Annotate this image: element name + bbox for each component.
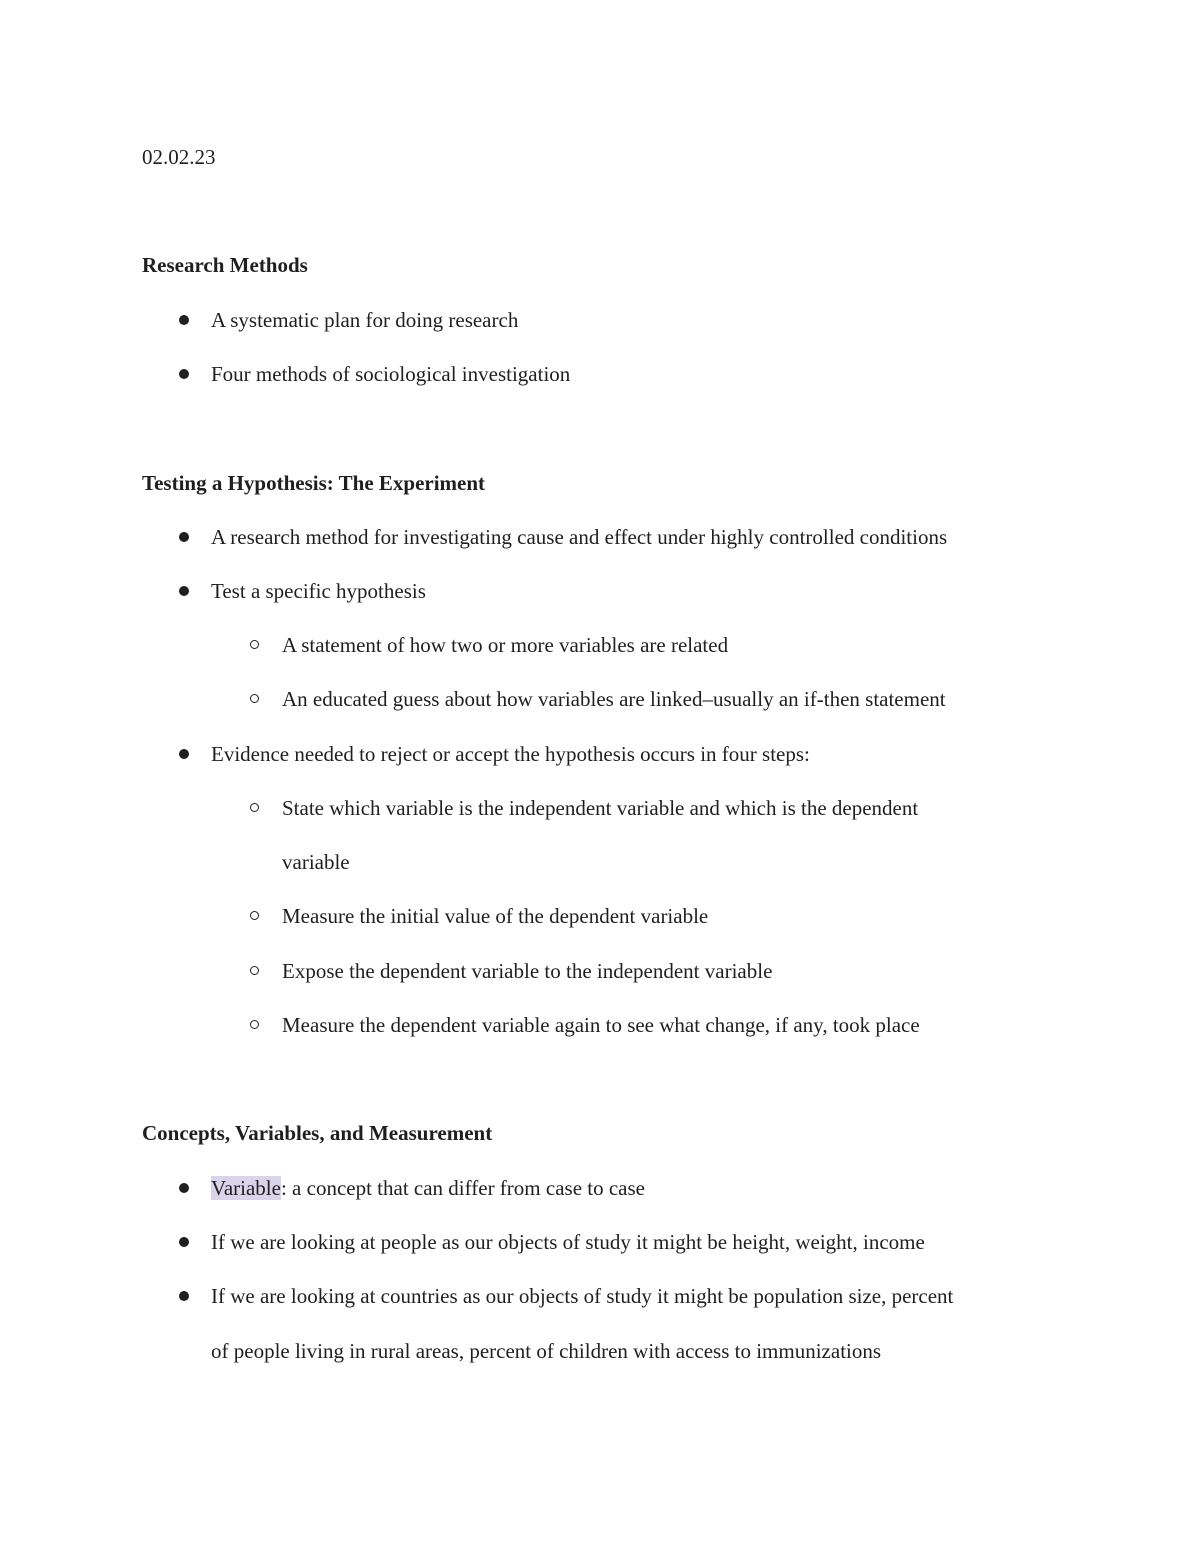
bullet-dot-icon (179, 1291, 189, 1301)
sub-bullet-circle-icon (250, 694, 259, 703)
list-item: Test a specific hypothesis (211, 579, 426, 603)
sub-list-item: A statement of how two or more variables are related (282, 633, 729, 657)
bullet-dot-icon (179, 1237, 189, 1247)
sub-bullet-circle-icon (250, 803, 259, 812)
list-item: If we are looking at people as our objects of study it might be height, weight, income (211, 1230, 925, 1254)
list-item: Evidence needed to reject or accept the hypothesis occurs in four steps: (211, 742, 810, 766)
sub-list-item: An educated guess about how variables are linked–usually an if-then statement (282, 687, 946, 711)
highlighted-term: Variable (211, 1176, 281, 1200)
bullet-dot-icon (179, 586, 189, 596)
sub-bullet-circle-icon (250, 966, 259, 975)
document-date: 02.02.23 (142, 145, 216, 169)
heading-testing-hypothesis: Testing a Hypothesis: The Experiment (142, 471, 486, 495)
sub-list-item-continuation: variable (282, 850, 350, 874)
list-item: A systematic plan for doing research (211, 308, 519, 332)
definition-text: : a concept that can differ from case to case (280, 1176, 645, 1200)
heading-concepts-variables: Concepts, Variables, and Measurement (142, 1121, 493, 1145)
sub-list-item: Measure the dependent variable again to see what change, if any, took place (282, 1013, 920, 1037)
bullet-dot-icon (179, 532, 189, 542)
list-item: A research method for investigating cause and effect under highly controlled conditions (211, 525, 948, 549)
bullet-dot-icon (179, 1183, 189, 1193)
sub-bullet-circle-icon (250, 911, 259, 920)
bullet-dot-icon (179, 749, 189, 759)
sub-list-item: Measure the initial value of the dependent variable (282, 904, 709, 928)
sub-list-item: State which variable is the independent variable and which is the dependent (282, 796, 919, 820)
bullet-dot-icon (179, 315, 189, 325)
list-item: If we are looking at countries as our objects of study it might be population size, percent (211, 1284, 954, 1308)
list-item-continuation: of people living in rural areas, percent of children with access to immunizations (211, 1339, 882, 1363)
list-item: Four methods of sociological investigation (211, 362, 571, 386)
sub-bullet-circle-icon (250, 1020, 259, 1029)
sub-bullet-circle-icon (250, 640, 259, 649)
heading-research-methods: Research Methods (142, 253, 308, 277)
bullet-dot-icon (179, 369, 189, 379)
list-item-variable-definition (211, 1176, 645, 1200)
sub-list-item: Expose the dependent variable to the independent variable (282, 959, 773, 983)
